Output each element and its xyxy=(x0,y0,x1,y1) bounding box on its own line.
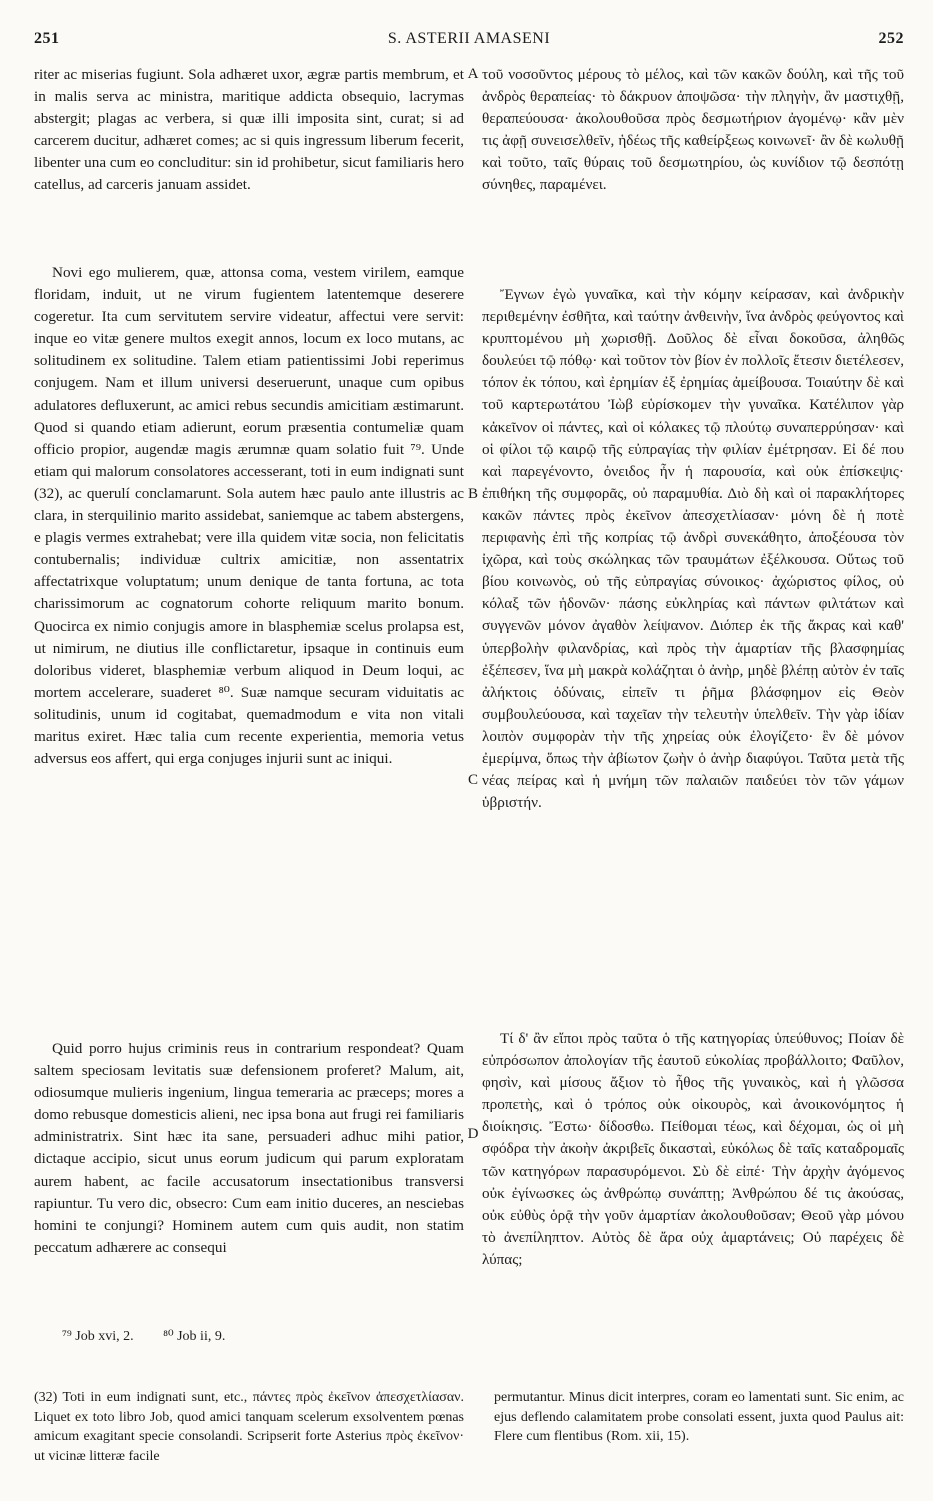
latin-paragraph-2: Novi ego mulierem, quæ, attonsa coma, vestem virilem, eamque floridam, induit, ut ne virum fugientem latentemque deserere cogeretur. Ita cum servitutem servire videatur, affectui vere servit: inque eo vitæ genere multos exegit annos, locum ex loco mutans, ac solitudinem ex solitudine. Talem etiam patientissimi Jobi reperimus conjugem. Nam et illum universi deseruerunt, unaque cum opibus adulatores defluxerunt, ac amici rebus secundis amicitiam æstimarunt. Quod si quando etiam adierunt, eorum præsentia contumeliæ quam officio propior, augendæ magis ærumnæ quam solatio fuit ⁷⁹. Unde etiam qui malorum consolatores accesserant, toti in eum indignati sunt (32), ac querulí conclamarunt. Sola autem hæc paulo ante illustris ac clara, in sterquilinio marito assidebat, saniemque ac tabem abstergens, e plagis vermes extrahebat; vere illa quidem vitæ socia, non felicitatis contubernalis; individuæ cultrix amicitiæ, non assentatrix affectatrixque voluptatum; unum denique de tanta fortuna, ac tota charissimorum ac cognatorum cohorte reliquum marito bonum. Quocirca ex nimio conjugis amore in blasphemiæ scelus prolapsa est, ut nimirum, ne diutius ille conflictaretur, ipsaque in continuis eum doloribus videret, blasphemiæ verbum aliquod in Deum loqui, ac mortem accelerare, suaderet ⁸⁰. Suæ namque securam viduitatis ac solitudinis, unum id cogitabat, quemadmodum e vita non vitali maritus exiret. Hæc talia cum recente experientia, memoria vetus adversus eos affert, qui erga conjuges injurii sunt ac iniqui. xyxy=(34,264,464,768)
footnote-79: ⁷⁹ Job xvi, 2. xyxy=(62,1329,134,1344)
page-number-left: 251 xyxy=(34,30,60,47)
greek-paragraph-3: Τί δ' ἂν εἴποι πρὸς ταῦτα ὁ τῆς κατηγορίας ὑπεύθυνος; Ποίαν δὲ εὐπρόσωπον ἀπολογίαν τῆς ἑαυτοῦ εὐκολίας προβάλλοιτο; Φαῦλον, φησὶν, καὶ μίσους ἄξιον τὸ ἦθος τῆς γυναικὸς, καὶ ἡ γλῶσσα προπετὴς, καὶ ὁ τρόπος οὐκ οἰκουρὸς, καὶ ἀνοικονόμητος ἡ διοίκησις. Ἔστω· δίδοσθω. Πείθομαι τέως, καὶ δέχομαι, ὡς οἱ μὴ σφόδρα τὴν ἀκοὴν ἀκριβεῖς δικασταὶ, εὐκόλως δὲ ταῖς καταδρομαῖς τῶν κατηγόρων παρασυρόμενοι. Σὺ δὲ εἰπέ· Τὴν ἀρχὴν ἀγόμενος οὐκ ἐγίνωσκες ὡς ἀνθρώπῳ συνάπτῃ; Ἀνθρώπου δέ τις ἀκούσας, οὐκ εὐθὺς ὁρᾷ τὴν γοῦν ἁμαρτίαν ἀκολουθοῦσαν; Θεοῦ γὰρ μόνου τὸ ἀνεπίληπτον. Αὐτὸς δὲ ἄρα οὐχ ἁμαρτάνεις; Οὐ παρέχεις δὲ λύπας; xyxy=(482,1030,904,1268)
editorial-note-left: (32) Toti in eum indignati sunt, etc., πάντες πρὸς ἐκεῖνον ἀπεσχετλίασαν. Liquet ex toto libro Job, quod amici tanquam scelerum exsolventem pœnas amicum exagitant specie consolandi. Scripserit forte Asterius πρὸς ἐκεῖνον· ut vicinæ litteræ facile xyxy=(34,1390,464,1464)
greek-paragraph-1: τοῦ νοσοῦντος μέρους τὸ μέλος, καὶ τῶν κακῶν δούλη, καὶ τῆς τοῦ ἀνδρὸς θεραπείας· τὸ δάκρυον ἀποψῶσα· τὴν πληγὴν, ἂν μαστιχθῇ, θεραπεύουσα· ἀκολουθοῦσα πρὸς δεσμωτήριον ἀγομένῳ· κἂν μὲν τις ἀφῇ συνεισελθεῖν, ἡδέως τῆς καθείρξεως κοινωνεῖ· ἂν δὲ κωλυθῇ καὶ τοῦτο, ταῖς θύραις τοῦ δεσμωτηρίου, ὡς κυνίδιον τῷ δεσπότῃ σύνηθες, παραμένει. xyxy=(482,66,904,194)
page-header xyxy=(34,30,904,56)
section-marker-a: A xyxy=(467,66,479,82)
running-title: S. ASTERII AMASENI xyxy=(387,30,551,47)
section-marker-c: C xyxy=(467,772,478,788)
section-marker-b: B xyxy=(467,486,478,502)
latin-paragraph-3: Quid porro hujus criminis reus in contrarium respondeat? Quam saltem speciosam levitatis suæ defensionem proferet? Malum, ait, odiosumque mulieris ingenium, lingua temeraria ac præceps; mores a domo rebusque domesticis alieni, nec ipsa bona aut frugi rei familiaris administratrix. Sint hæc ita sane, persuaderi adhuc mihi patior, dictaque accipio, sicut unus eorum judicum qui parum exploratam aurem habent, ac facile accusatorum insectationibus transversi rapiuntur. Tu vero dic, obsecro: Cum eam initio duceres, an nesciebas homini te conjungi? Hominem autem cum quis audit, non statim peccatum adhærere ac consequi xyxy=(34,1040,464,1256)
footnote-80: ⁸⁰ Job ii, 9. xyxy=(163,1329,226,1344)
greek-paragraph-2: Ἔγνων ἐγὼ γυναῖκα, καὶ τὴν κόμην κείρασαν, καὶ ἀνδρικὴν περιθεμένην ἐσθῆτα, καὶ ταύτην ἀνθεινὴν, ἵνα ἀνδρὸς φεύγοντος καὶ κρυπτομένου μὴ χωρισθῇ. Δοῦλος δὲ εἶναι δοκοῦσα, ἀληθῶς δουλεύει τῷ πόθῳ· καὶ τοῦτον τὸν βίον ἐν πολλοῖς ἔτεσιν διετέλεσεν, τόπον ἐκ τόπου, καὶ ἐρημίαν ἐξ ἐρημίας ἀμείβουσα. Τοιαύτην δὲ καὶ τοῦ καρτερωτάτου Ἰὼβ εὑρίσκομεν τὴν γυναῖκα. Κατέλιπον γὰρ κἀκεῖνον οἱ πάντες, καὶ οἱ κόλακες τῷ πλούτῳ συναπερρύησαν· καὶ οἱ φίλοι τῷ καιρῷ τῆς εὐπραγίας τὴν φιλίαν ἐμέτρησαν. Εἰ δέ που καὶ παρεγένοντο, ὀνειδος ἦν ἡ παρουσία, καὶ οὐκ ἐπίσκεψις· ἐπιθήκη τῆς συμφορᾶς, οὐ παραμυθία. Διὸ δὴ καὶ οἱ παρακλήτορες κακῶν πάντες πρὸς ἐκεῖνον ἀπεσχετλίασαν· μόνη δὲ ἡ ποτὲ περιφανὴς ἐπὶ τῆς κοπρίας τῷ ἀνδρὶ συνεκάθητο, ἀποξέουσα τὸν ἰχῶρα, καὶ τοὺς σκώληκας τῶν τραυμάτων ἐξέλκουσα. Οὕτως τοῦ βίου κοινωνὸς, οὐ τῆς εὐπραγίας σύνοικος· ἀχώριστος φίλος, οὐ κόλαξ τῶν ἡδονῶν· πάσης εὐκληρίας καὶ πάντων φιλτάτων καὶ συγγενῶν μόνον ἀγαθὸν λείψανον. Διόπερ ἐκ τῆς ἄκρας καὶ καθ' ὑπερβολὴν φιλανδρίας, καὶ πρὸς τὴν ἁμαρτίαν τῆς βλασφημίας ἐξέπεσεν, ἵνα μὴ μακρὰ κολάζηται ὁ ἀνὴρ, μηδὲ βλέπῃ αὐτὸν ἐν ταῖς ἀλήκτοις ὀδύναις, εἰπεῖν τι ῥῆμα βλάσφημον εἰς Θεὸν συμβουλεύουσα, καὶ ταχεῖαν τὴν τελευτὴν ὑπελθεῖν. Τὴν γὰρ ἰδίαν λοιπὸν συμφορὰν τὴν τῆς χηρείας οὐκ ἐλογίζετο· ἓν δὲ μόνον ἐμερίμνα, ὅπως τὴν ἀβίωτον ζωὴν ὁ ἀνὴρ διαφύγοι. Ταῦτα μετὰ τῆς νέας πείρας καὶ ἡ μνήμη τῶν παλαιῶν παιδεύει τὸν τῶν γάμων ὑβριστήν. xyxy=(482,286,904,812)
page-number-right: 252 xyxy=(878,30,904,47)
editorial-note-right: permutantur. Minus dicit interpres, coram eo lamentati sunt. Sic enim, ac ejus deflendo calamitatem probe consolati essent, juxta quod Paulus ait: Flere cum flentibus (Rom. xii, 15). xyxy=(494,1390,904,1445)
section-marker-d: D xyxy=(467,1126,479,1142)
footnotes xyxy=(62,1328,251,1345)
latin-paragraph-1: riter ac miserias fugiunt. Sola adhæret uxor, ægræ partis membrum, et in malis serva ac ministra, maritique addicta obsequio, lacrymas abstergit; plagas ac verbera, si quæ illi imposita sint, curat; si ad carcerem ducitur, adhæret comes; ac si quis ingressum liberum fecerit, libenter una cum eo concluditur: sin id prohibetur, sicut familiaris hero catellus, ad carceris januam assidet. xyxy=(34,66,465,194)
